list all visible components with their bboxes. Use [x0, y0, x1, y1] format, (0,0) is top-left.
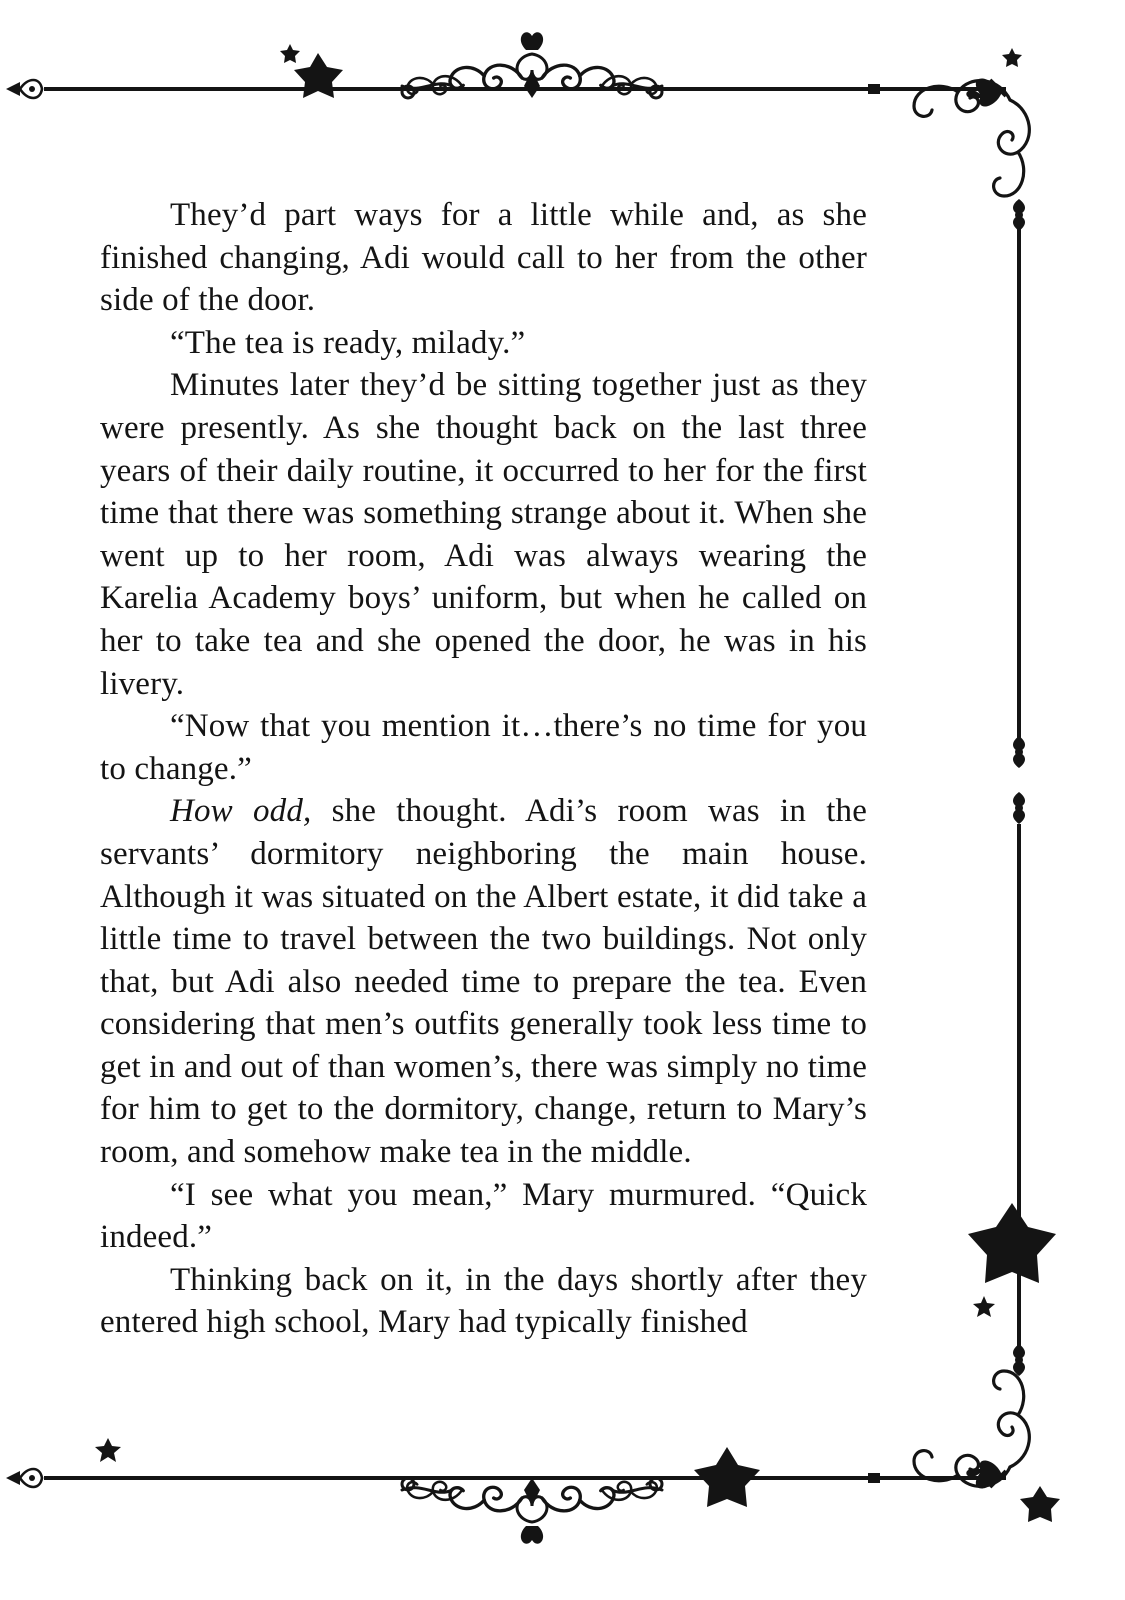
bottom-right-corner-ornament — [888, 1371, 1029, 1488]
star-icon — [694, 1447, 760, 1507]
right-border-rule — [1013, 199, 1025, 1376]
body-text — [100, 194, 867, 1344]
paragraph: They’d part ways for a little while and, as she finished changing, Adi would call to her from the other side of the door. — [100, 197, 867, 319]
star-icon — [968, 1203, 1056, 1283]
paragraph — [100, 790, 867, 1173]
paragraph: “I see what you mean,” Mary murmured. “Quick indeed.” — [100, 1176, 867, 1256]
paragraph: Minutes later they’d be sitting together just as they were presently. As she thought back on the last three years of their daily routine, it occurred to her for the first time that there was something strange about it. When she went up to her room, Adi was always wearing the Karelia Academy boys’ uniform, but when he called on her to take tea and she opened the door, he was in his livery. — [100, 367, 867, 702]
paragraph: “Now that you mention it…there’s no time for you to change.” — [100, 708, 867, 787]
star-icon — [1002, 48, 1022, 67]
bottom-border-rule — [6, 1469, 888, 1544]
star-icon — [1020, 1486, 1060, 1522]
star-icon — [294, 53, 343, 98]
star-icon — [95, 1438, 121, 1462]
top-border-rule — [6, 32, 888, 98]
star-icon — [280, 44, 300, 63]
paragraph-text: she thought. Adi’s room was in the servants’ dormitory neighboring the main house. Although it was situated on the Albert estate, it did take a little time to travel between the two buildings. Not only that, but Adi also needed time to prepare the tea. Even considering that men’s outfits generally took less time to get in and out of than women’s, there was simply no time for him to get to the dormitory, change, return to Mary’s room, and somehow make tea in the middle. — [100, 793, 867, 1171]
top-right-corner-ornament — [888, 79, 1029, 196]
italic-phrase: How odd, — [170, 793, 312, 830]
paragraph: Thinking back on it, in the days shortly after they entered high school, Mary had typically finished — [100, 1261, 867, 1341]
star-icon — [973, 1296, 995, 1317]
paragraph: “The tea is ready, milady.” — [170, 324, 526, 361]
